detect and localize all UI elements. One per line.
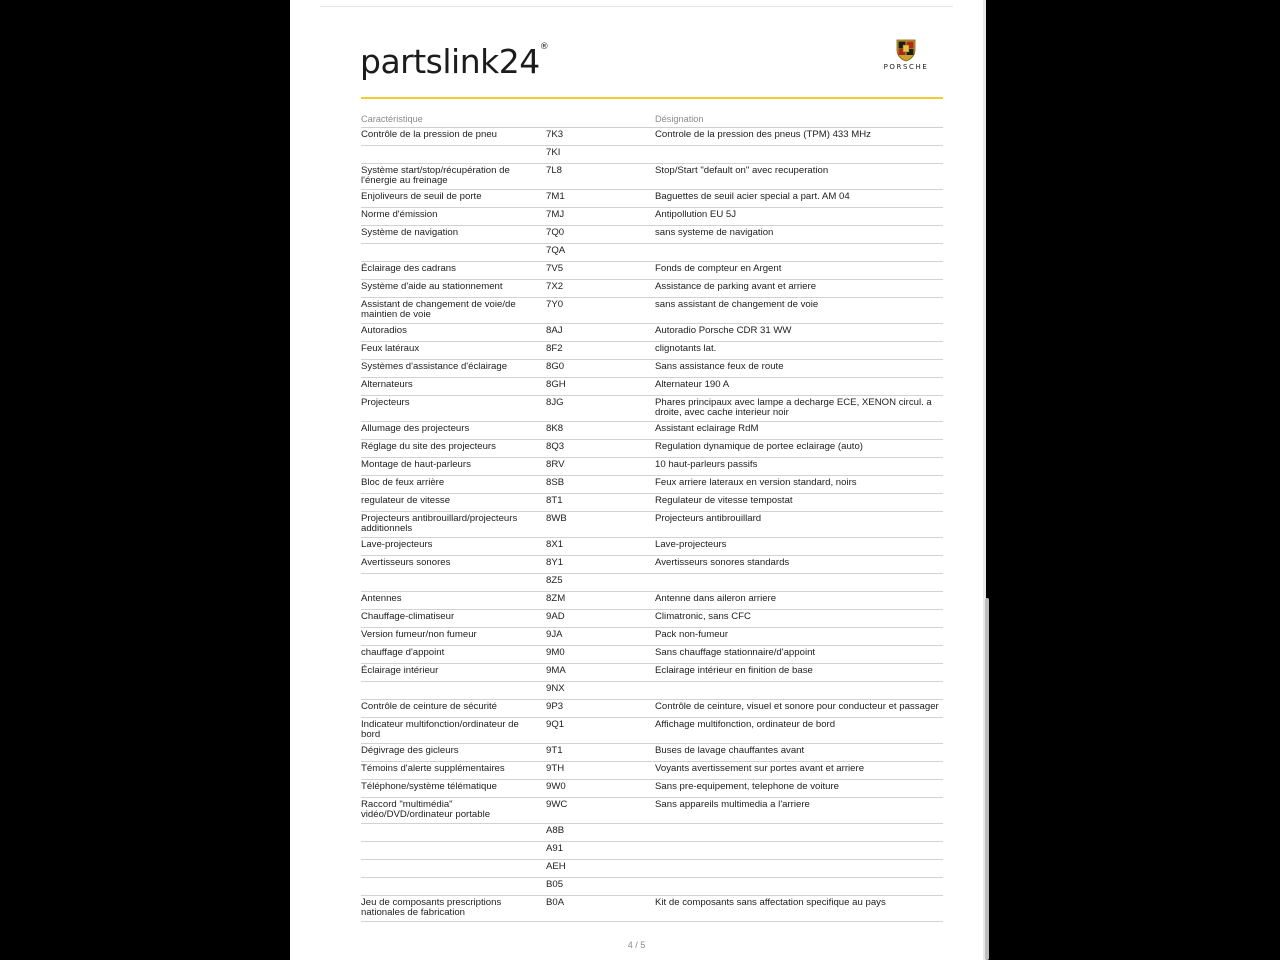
row-feature <box>361 574 539 592</box>
row-designation: Assistant eclairage RdM <box>655 422 943 440</box>
row-feature <box>361 244 539 262</box>
row-designation: Climatronic, sans CFC <box>655 610 943 628</box>
row-designation: Antenne dans aileron arriere <box>655 592 943 610</box>
table-row <box>361 396 943 422</box>
row-code: 9WC <box>539 798 655 824</box>
table-row <box>361 512 943 538</box>
table-row <box>361 762 943 780</box>
row-feature: Raccord "multimédia" vidéo/DVD/ordinateur portable <box>361 798 539 824</box>
row-code: 8WB <box>539 512 655 538</box>
table-row <box>361 360 943 378</box>
table-row <box>361 664 943 682</box>
row-designation: Pack non-fumeur <box>655 628 943 646</box>
table-row <box>361 458 943 476</box>
row-code: 8AJ <box>539 324 655 342</box>
table-row <box>361 164 943 190</box>
row-designation: Sans assistance feux de route <box>655 360 943 378</box>
page-top-edge <box>320 6 953 7</box>
row-designation <box>655 574 943 592</box>
row-feature: Feux latéraux <box>361 342 539 360</box>
header-feature: Caractéristique <box>361 110 539 128</box>
row-code: 9MA <box>539 664 655 682</box>
table-row <box>361 128 943 146</box>
row-code: 8G0 <box>539 360 655 378</box>
table-row <box>361 476 943 494</box>
row-feature: Projecteurs <box>361 396 539 422</box>
row-feature: Assistant de changement de voie/de maintien de voie <box>361 298 539 324</box>
table-row <box>361 190 943 208</box>
row-code: 9P3 <box>539 700 655 718</box>
row-code: 8F2 <box>539 342 655 360</box>
table-row <box>361 682 943 700</box>
row-code: 9M0 <box>539 646 655 664</box>
row-code: 8JG <box>539 396 655 422</box>
table-row <box>361 896 943 922</box>
table-row <box>361 298 943 324</box>
pdf-page <box>290 0 983 960</box>
row-code: 8SB <box>539 476 655 494</box>
table-row <box>361 146 943 164</box>
row-feature <box>361 824 539 842</box>
row-feature <box>361 860 539 878</box>
row-code: 8ZM <box>539 592 655 610</box>
row-feature <box>361 146 539 164</box>
porsche-crest-icon <box>896 38 916 62</box>
row-designation <box>655 842 943 860</box>
row-designation: Contrôle de ceinture, visuel et sonore pour conducteur et passager <box>655 700 943 718</box>
table-row <box>361 592 943 610</box>
table-row <box>361 878 943 896</box>
row-code: 8Q3 <box>539 440 655 458</box>
table-row <box>361 700 943 718</box>
row-designation: Eclairage intérieur en finition de base <box>655 664 943 682</box>
row-feature: Enjoliveurs de seuil de porte <box>361 190 539 208</box>
row-code: 8RV <box>539 458 655 476</box>
partslink24-logo <box>360 38 548 86</box>
row-designation: Affichage multifonction, ordinateur de bord <box>655 718 943 744</box>
table-row <box>361 324 943 342</box>
table-row <box>361 226 943 244</box>
row-designation: Voyants avertissement sur portes avant et arriere <box>655 762 943 780</box>
table-row <box>361 744 943 762</box>
row-code: AEH <box>539 860 655 878</box>
row-code: 9Q1 <box>539 718 655 744</box>
row-designation <box>655 146 943 164</box>
table-row <box>361 780 943 798</box>
page-indicator: 4 / 5 <box>627 940 646 950</box>
row-designation: 10 haut-parleurs passifs <box>655 458 943 476</box>
row-feature: Système de navigation <box>361 226 539 244</box>
row-designation: Sans appareils multimedia a l'arriere <box>655 798 943 824</box>
row-feature: Système d'aide au stationnement <box>361 280 539 298</box>
table-row <box>361 842 943 860</box>
row-code: 7QA <box>539 244 655 262</box>
row-code: 8GH <box>539 378 655 396</box>
row-feature: Avertisseurs sonores <box>361 556 539 574</box>
row-feature <box>361 878 539 896</box>
table-row <box>361 646 943 664</box>
row-code: 8T1 <box>539 494 655 512</box>
row-code: 7KI <box>539 146 655 164</box>
row-designation <box>655 682 943 700</box>
row-feature: Jeu de composants prescriptions nationales de fabrication <box>361 896 539 922</box>
row-designation: Sans chauffage stationnaire/d'appoint <box>655 646 943 664</box>
row-designation <box>655 860 943 878</box>
logo-text: partslink24 <box>360 42 540 81</box>
row-designation: Baguettes de seuil acier special a part. AM 04 <box>655 190 943 208</box>
table-row <box>361 208 943 226</box>
row-feature: Système start/stop/récupération de l'énergie au freinage <box>361 164 539 190</box>
table-row <box>361 824 943 842</box>
row-code: 7Q0 <box>539 226 655 244</box>
row-designation: Assistance de parking avant et arriere <box>655 280 943 298</box>
row-code: 9JA <box>539 628 655 646</box>
row-code: 8Y1 <box>539 556 655 574</box>
row-designation: Antipollution EU 5J <box>655 208 943 226</box>
row-designation: Fonds de compteur en Argent <box>655 262 943 280</box>
row-feature: Indicateur multifonction/ordinateur de bord <box>361 718 539 744</box>
row-feature: Contrôle de ceinture de sécurité <box>361 700 539 718</box>
row-designation: Kit de composants sans affectation specifique au pays <box>655 896 943 922</box>
table-row <box>361 628 943 646</box>
registered-mark: ® <box>539 42 549 52</box>
row-feature: Projecteurs antibrouillard/projecteurs additionnels <box>361 512 539 538</box>
row-code: 7V5 <box>539 262 655 280</box>
row-designation: Feux arriere lateraux en version standard, noirs <box>655 476 943 494</box>
row-code: A91 <box>539 842 655 860</box>
row-feature: Alternateurs <box>361 378 539 396</box>
row-feature: Éclairage des cadrans <box>361 262 539 280</box>
row-feature: Systèmes d'assistance d'éclairage <box>361 360 539 378</box>
row-designation: Autoradio Porsche CDR 31 WW <box>655 324 943 342</box>
row-feature: Réglage du site des projecteurs <box>361 440 539 458</box>
row-code: 7X2 <box>539 280 655 298</box>
row-feature: Montage de haut-parleurs <box>361 458 539 476</box>
table-row <box>361 244 943 262</box>
row-feature <box>361 842 539 860</box>
row-designation <box>655 878 943 896</box>
row-designation: Sans pre-equipement, telephone de voiture <box>655 780 943 798</box>
row-feature: Version fumeur/non fumeur <box>361 628 539 646</box>
row-feature: Antennes <box>361 592 539 610</box>
row-code: 7MJ <box>539 208 655 226</box>
row-code: 9AD <box>539 610 655 628</box>
table-row <box>361 494 943 512</box>
row-code: A8B <box>539 824 655 842</box>
row-code: 7K3 <box>539 128 655 146</box>
row-feature: Allumage des projecteurs <box>361 422 539 440</box>
row-code: 7Y0 <box>539 298 655 324</box>
row-designation <box>655 824 943 842</box>
row-feature: Chauffage-climatiseur <box>361 610 539 628</box>
row-feature: Téléphone/système télématique <box>361 780 539 798</box>
row-designation: Alternateur 190 A <box>655 378 943 396</box>
row-designation <box>655 244 943 262</box>
row-designation: clignotants lat. <box>655 342 943 360</box>
table-row <box>361 342 943 360</box>
row-feature: Témoins d'alerte supplémentaires <box>361 762 539 780</box>
table-row <box>361 440 943 458</box>
row-code: 7L8 <box>539 164 655 190</box>
header-designation: Désignation <box>655 110 943 128</box>
row-designation: Regulateur de vitesse tempostat <box>655 494 943 512</box>
row-designation: Controle de la pression des pneus (TPM) 433 MHz <box>655 128 943 146</box>
table-row <box>361 860 943 878</box>
row-feature: Norme d'émission <box>361 208 539 226</box>
row-designation: Avertisseurs sonores standards <box>655 556 943 574</box>
row-feature: Contrôle de la pression de pneu <box>361 128 539 146</box>
row-code: 8Z5 <box>539 574 655 592</box>
row-feature: Éclairage intérieur <box>361 664 539 682</box>
row-code: 9T1 <box>539 744 655 762</box>
row-feature: Autoradios <box>361 324 539 342</box>
row-designation: Lave-projecteurs <box>655 538 943 556</box>
row-code: 7M1 <box>539 190 655 208</box>
table-row <box>361 422 943 440</box>
row-feature: Bloc de feux arrière <box>361 476 539 494</box>
row-feature: Dégivrage des gicleurs <box>361 744 539 762</box>
table-header-row <box>361 110 943 128</box>
table-row <box>361 280 943 298</box>
row-designation: sans systeme de navigation <box>655 226 943 244</box>
row-designation: sans assistant de changement de voie <box>655 298 943 324</box>
row-code: 8X1 <box>539 538 655 556</box>
table-row <box>361 262 943 280</box>
table-row <box>361 378 943 396</box>
row-code: B0A <box>539 896 655 922</box>
equipment-table <box>361 110 943 922</box>
table-row <box>361 718 943 744</box>
row-feature: regulateur de vitesse <box>361 494 539 512</box>
porsche-logo <box>870 38 942 78</box>
row-designation: Projecteurs antibrouillard <box>655 512 943 538</box>
vertical-scrollbar[interactable] <box>985 598 989 960</box>
row-code: 8K8 <box>539 422 655 440</box>
row-designation: Phares principaux avec lampe a decharge ECE, XENON circul. a droite, avec cache interieur noir <box>655 396 943 422</box>
table-row <box>361 610 943 628</box>
row-designation: Stop/Start "default on" avec recuperation <box>655 164 943 190</box>
row-feature: chauffage d'appoint <box>361 646 539 664</box>
row-code: 9TH <box>539 762 655 780</box>
table-row <box>361 538 943 556</box>
header-code <box>539 110 655 128</box>
row-designation: Regulation dynamique de portee eclairage (auto) <box>655 440 943 458</box>
header-rule <box>361 97 943 99</box>
row-code: B05 <box>539 878 655 896</box>
table-row <box>361 798 943 824</box>
row-designation: Buses de lavage chauffantes avant <box>655 744 943 762</box>
table-row <box>361 556 943 574</box>
row-feature: Lave-projecteurs <box>361 538 539 556</box>
row-code: 9NX <box>539 682 655 700</box>
table-row <box>361 574 943 592</box>
row-feature <box>361 682 539 700</box>
row-code: 9W0 <box>539 780 655 798</box>
porsche-wordmark: PORSCHE <box>883 63 929 71</box>
